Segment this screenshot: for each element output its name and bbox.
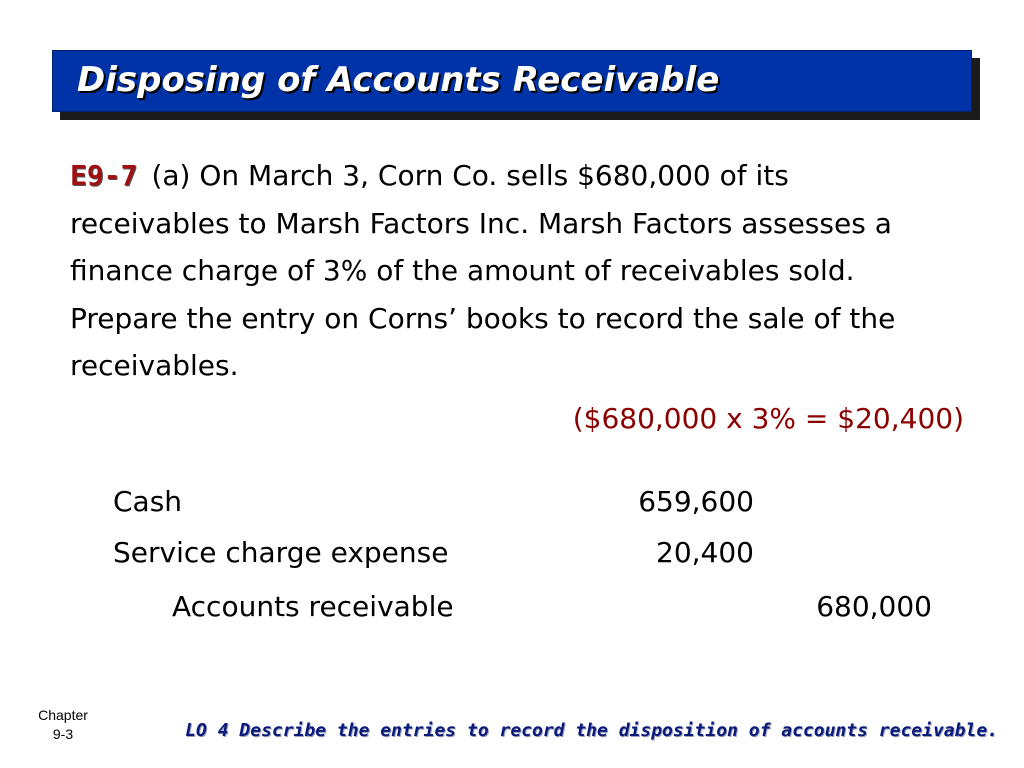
journal-credit: 680,000 [816,590,932,623]
exercise-paragraph [70,152,950,390]
journal-account: Service charge expense [113,536,449,569]
chapter-number: 9-3 [52,726,74,742]
chapter-indicator [22,706,104,744]
journal-account: Accounts receivable [172,590,454,623]
title-banner [52,50,972,112]
finance-charge-calculation: ($680,000 x 3% = $20,400) [572,402,964,435]
journal-debit: 20,400 [656,536,754,569]
journal-account: Cash [113,485,183,518]
journal-row-service-charge [0,536,1024,576]
journal-row-accounts-receivable [0,590,1024,630]
journal-debit: 659,600 [638,485,754,518]
exercise-label: E9-7 [70,159,138,192]
chapter-label: Chapter [38,707,88,723]
exercise-text: (a) On March 3, Corn Co. sells $680,000 of its receivables to Marsh Factors Inc. Marsh Factors assesses a finance charge of 3% of the amount of receivables sold. Prepare the entry on Corns’ books to record the sale of the receivables. [70,159,896,382]
slide-title: Disposing of Accounts Receivable [77,60,720,100]
journal-row-cash [0,485,1024,525]
learning-objective: LO 4 Describe the entries to record the disposition of accounts receivable. [185,720,998,741]
